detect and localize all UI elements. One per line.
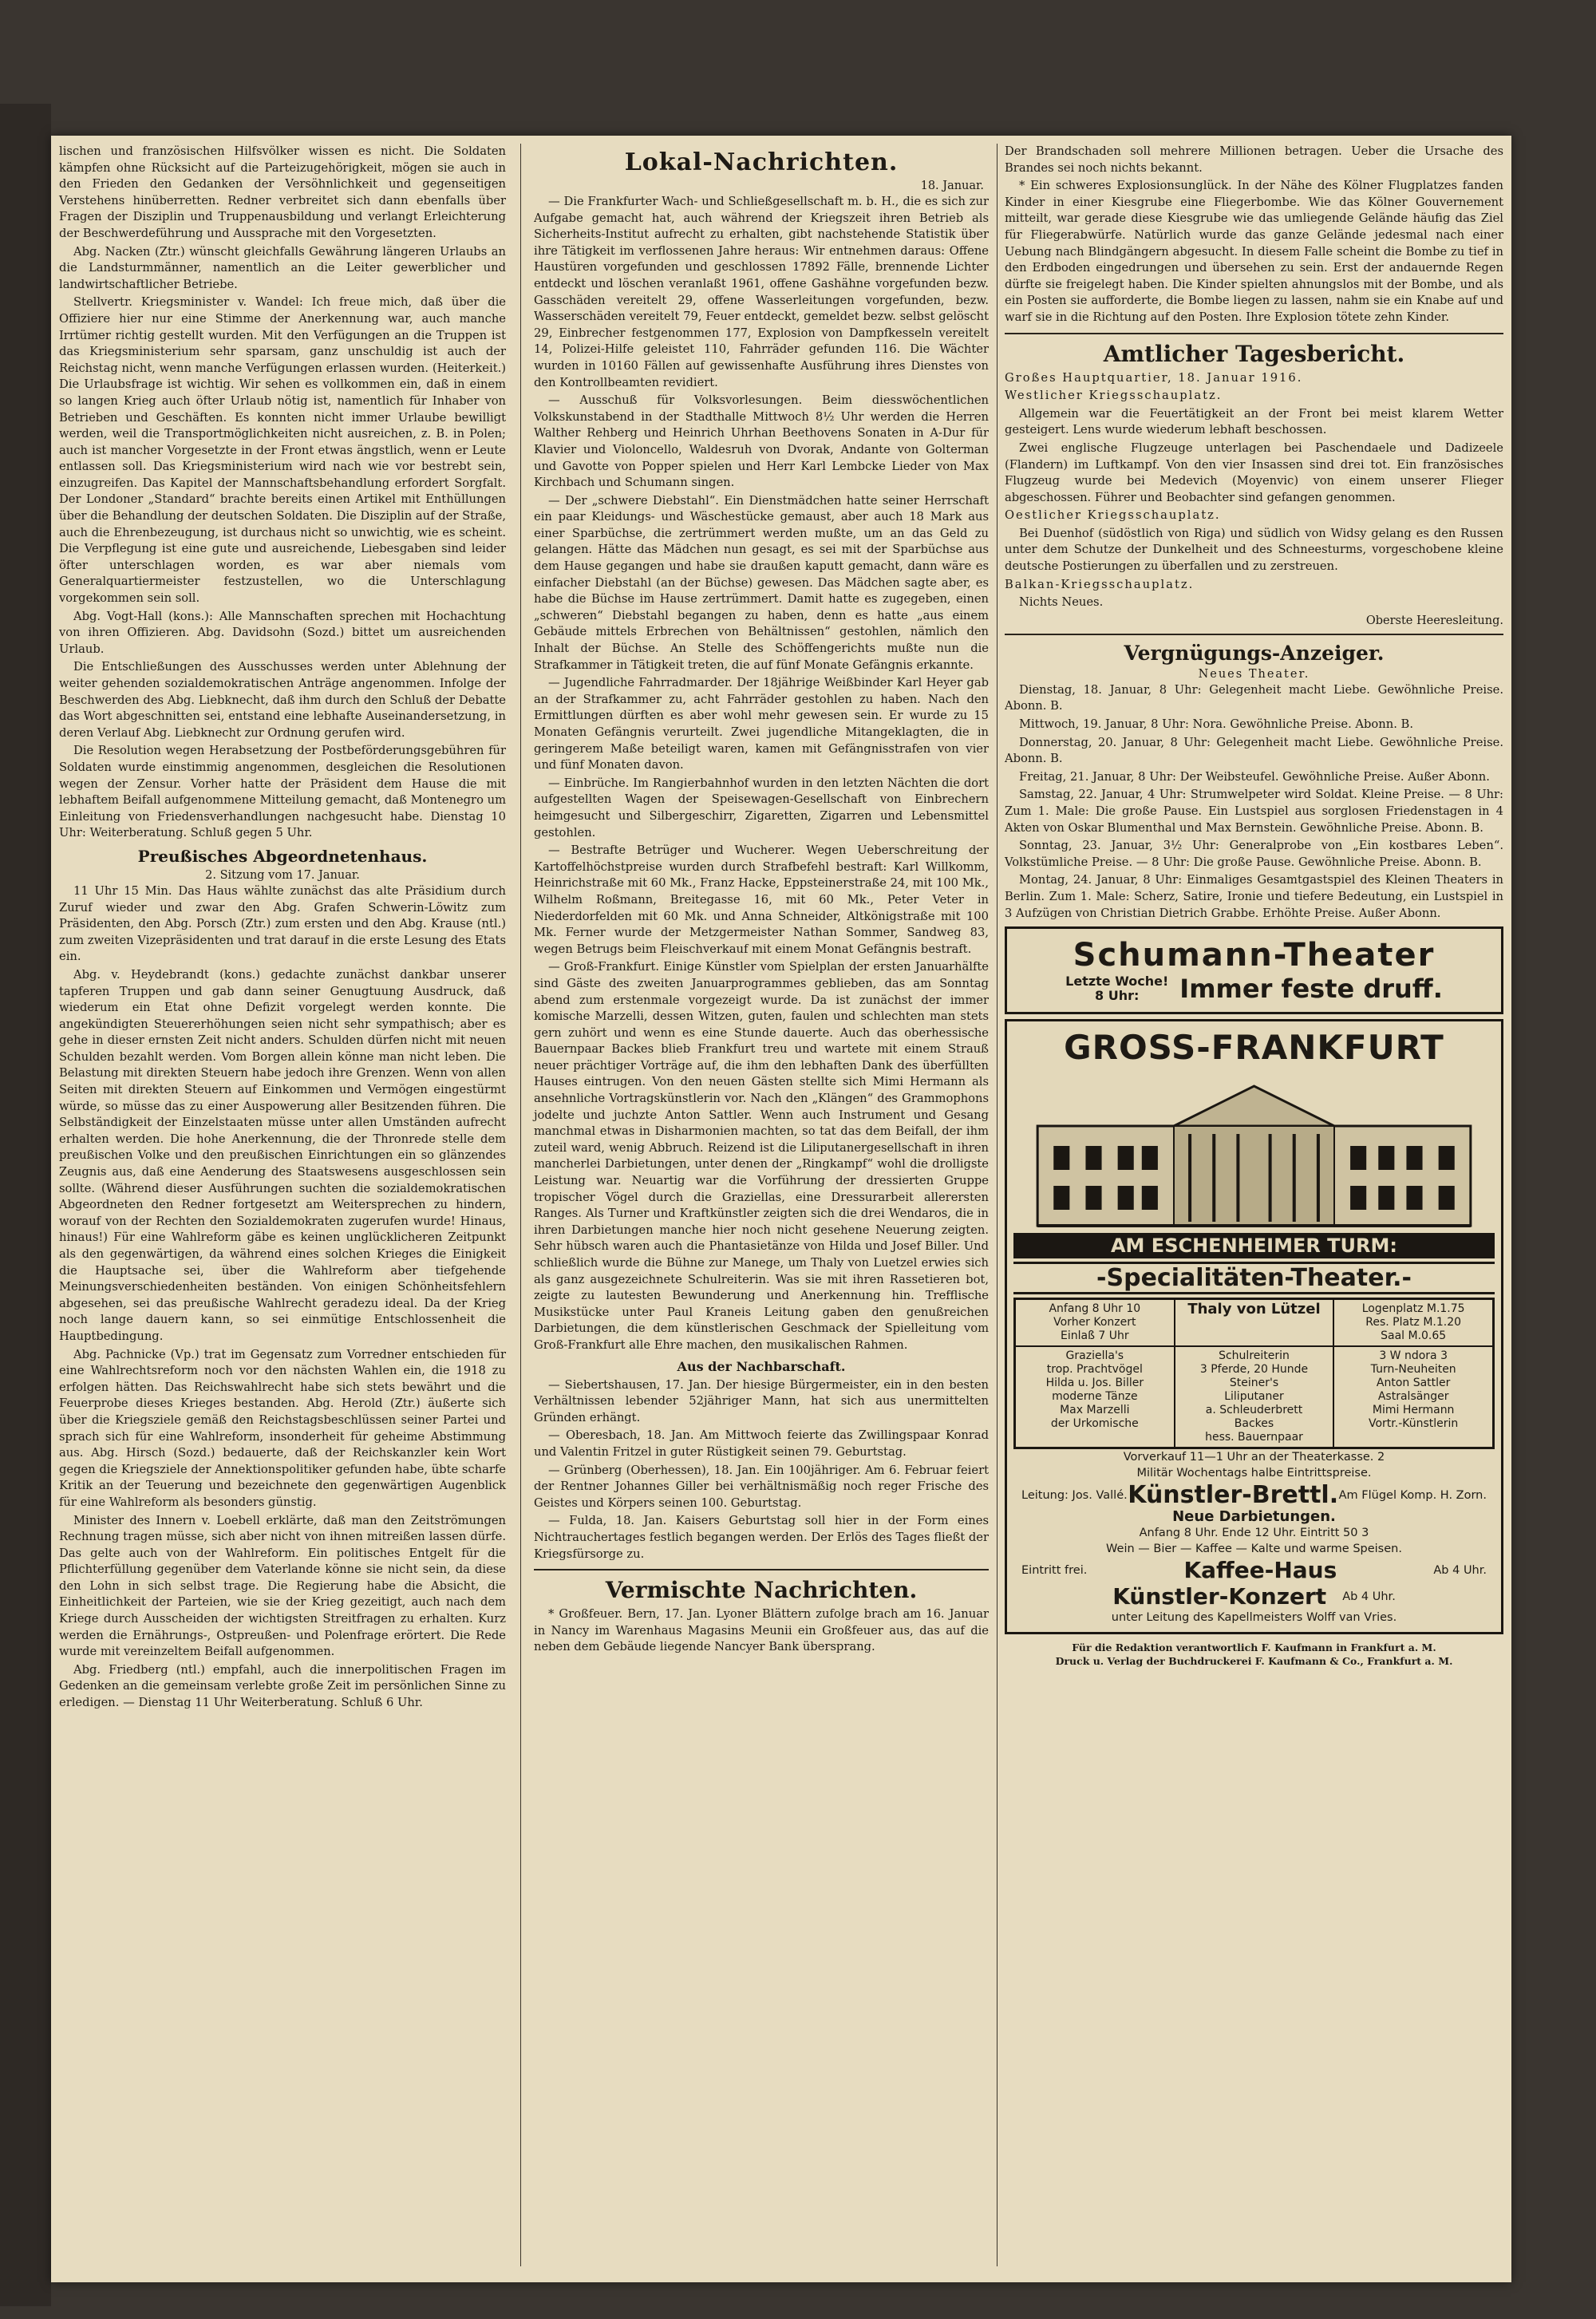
kaffee-row xyxy=(1013,1557,1495,1583)
listing: Montag, 24. Januar, 8 Uhr: Einmaliges Gesamtgastspiel des Kleinen Theaters in Berlin. Zum 1. Male: Scherz, Satire, Ironie und tiefere Bedeutung, ein Lustspiel in 3 Aufzügen von Christian Dietrich Grabbe. Erhöhte Preise. Außer Abonn. xyxy=(1005,873,1503,920)
paragraph: Allgemein war die Feuertätigkeit an der Front bei meist klarem Wetter gesteigert. Lens wurde wiederum lebhaft beschossen. xyxy=(1005,406,1503,437)
theater-of-war-east: Oestlicher Kriegsschauplatz. xyxy=(1005,508,1221,523)
ad-line: Militär Wochentags halbe Eintrittspreise. xyxy=(1136,1467,1372,1480)
theater-of-war-balkan: Balkan-Kriegsschauplatz. xyxy=(1005,577,1195,591)
paragraph: Der Brandschaden soll mehrere Millionen betragen. Ueber die Ursache des Brandes sei noch nichts bekannt. xyxy=(1005,144,1503,175)
ad-line: Eintritt frei. xyxy=(1021,1563,1088,1577)
ad-line: unter Leitung des Kapellmeisters Wolff van Vries. xyxy=(1111,1611,1397,1625)
paragraph: Stellvertr. Kriegsminister v. Wandel: Ich freue mich, daß über die Offiziere hier nur eine Stimme der Anerkennung war, auch manche Irrtümer richtig gestellt wurden. Mit den Verfügungen an die Truppen ist das Kriegsministerium sehr sparsam, ganz unschuldig ist auch der Reichstag nicht, wenn manche Verfügungen erlassen wurden. (Heiterkeit.) Die Urlaubsfrage ist wichtig. Wir sehen es vollkommen ein, daß in einem so langen Krieg auch öfter Urlaub nötig ist, namentlich für Inhaber von Betrieben und Geschäften. Es konnten nicht immer Urlaube bewilligt werden, weil die Transportmöglichkeiten nicht ausreichen, z. B. in Polen; auch ist mancher Vorgesetzte in der Front etwas ängstlich, wenn er Leute entlassen soll. Das Kriegsministerium wird nach wie vor bestrebt sein, einzugreifen. Das Kapitel der Mannschaftsbehandlung erfordert Sorgfalt. Der Londoner „Standard“ brachte bereits einen Artikel mit Enthüllungen über die Behandlung der deutschen Soldaten. Die Disziplin auf der Straße, auch die Ehrenbezeugung, ist durchaus nicht so unwichtig, wie es scheint. Die Verpflegung ist eine gute und ausreichende, Liebesgaben sind leider öfter unterschlagen worden, es war aber niemals vom Generalquartiermeister festzustellen, wo die Unterschlagung vorgekommen sein soll. xyxy=(59,295,506,606)
column-rule xyxy=(520,144,521,2266)
paragraph: Abg. Nacken (Ztr.) wünscht gleichfalls Gewährung längeren Urlaubs an die Landsturmmänner, namentlich an die Leiter gewerblicher und landwirtschaftlicher Betriebe. xyxy=(59,244,506,291)
ad-location-bar: AM ESCHENHEIMER TURM: xyxy=(1013,1233,1495,1258)
section-heading-nachbarschaft: Aus der Nachbarschaft. xyxy=(677,1358,846,1374)
newspaper-page xyxy=(51,136,1511,2282)
paragraph: — Ausschuß für Volksvorlesungen. Beim diesswöchentlichen Volkskunstabend in der Stadthalle Mittwoch 8½ Uhr werden die Herren Walther Rehberg und Heinrich Uhrhan Beethovens Sonaten in A-Dur für Klavier und Violoncello, Waldesruh von Dvorak, Andante von Golterman und Gavotte von Popper spielen und Herr Karl Lembcke Lieder von Max Kirchbach und Schumann singen. xyxy=(534,393,989,490)
schumann-theater-ad xyxy=(1005,926,1503,1014)
imprint xyxy=(1005,1641,1503,1668)
paragraph: Abg. Vogt-Hall (kons.): Alle Mannschaften sprechen mit Hochachtung von ihren Offizieren. Abg. Davidsohn (Sozd.) bittet um ausreichenden Urlaub. xyxy=(59,609,506,656)
ad-brettl-title: Künstler-Brettl. xyxy=(1128,1481,1339,1510)
section-heading-lokal-nachrichten: Lokal-Nachrichten. xyxy=(624,148,899,176)
paragraph: — Oberesbach, 18. Jan. Am Mittwoch feierte das Zwillingspaar Konrad und Valentin Fritzel in guter Rüstigkeit seinen 79. Geburtstag. xyxy=(534,1428,989,1459)
gross-frankfurt-ad xyxy=(1005,1019,1503,1634)
paragraph: Nichts Neues. xyxy=(1019,595,1104,610)
session-line: 2. Sitzung vom 17. Januar. xyxy=(205,868,360,882)
listing: Sonntag, 23. Januar, 3½ Uhr: Generalprobe von „Ein kostbares Leben“. Volkstümliche Preise. — 8 Uhr: Die große Pause. Gewöhnliche Preise. Abonn. B. xyxy=(1005,839,1503,869)
ad-line: Leitung: Jos. Vallé. xyxy=(1021,1488,1128,1502)
paragraph: * Großfeuer. Bern, 17. Jan. Lyoner Blättern zufolge brach am 16. Januar in Nancy im Warenhaus Magasins Meunii ein Großfeuer aus, das auf die neben dem Gebäude liegende Nancyer Bank übersprang. xyxy=(534,1607,989,1654)
paragraph: Abg. Friedberg (ntl.) empfahl, auch die innerpolitischen Fragen im Gedenken an die gemeinsam verlebte große Zeit im persönlichen Sinne zu erledigen. — Dienstag 11 Uhr Weiterberatung. Schluß 6 Uhr. xyxy=(59,1662,506,1710)
ad-slogan: Immer feste druff. xyxy=(1179,974,1443,1005)
paragraph: — Jugendliche Fahrradmarder. Der 18jährige Weißbinder Karl Heyer gab an der Strafkammer zu, acht Fahrräder gestohlen zu haben. Nach den Ermittlungen dürften es aber wohl mehr gewesen sein. Er wurde zu 15 Monaten Gefängnis verurteilt. Zwei jugendliche Mitangeklagten, die in geringerem Maße beteiligt waren, kamen mit Gefängnisstrafen von vier und fünf Monaten davon. xyxy=(534,676,989,772)
program-cell: Anfang 8 Uhr 10 Vorher Konzert Einlaß 7 Uhr xyxy=(1015,1299,1175,1346)
paragraph: Minister des Innern v. Loebell erklärte, daß man den Zeitströmungen Rechnung tragen müsse, sich aber nicht von ihnen mitreißen lassen dürfe. Das gelte auch von der Wahlreform. Ein politisches Entgelt für die Pflichterfüllung gegenüber dem Vaterlande könne sie nicht sein, da diese den Lohn in sich selbst trage. Die Regierung habe die Absicht, die Einheitlichkeit der Parteien, wie sie der Krieg gezeitigt, auch nach dem Kriege durch Ausscheiden der wichtigsten Streitfragen zu erhalten. Kurz werden die Ernährungs-, Ostpreußen- und Polenfrage erörtert. Die Rede wurde mit vereinzeltem Beifall aufgenommen. xyxy=(59,1513,506,1659)
ad-line: Ab 4 Uhr. xyxy=(1342,1590,1396,1603)
paragraph: — Fulda, 18. Jan. Kaisers Geburtstag soll hier in der Form eines Nichtrauchertages festlich begangen werden. Der Erlös des Tages fließt der Kriegsfürsorge zu. xyxy=(534,1514,989,1561)
signature: Oberste Heeresleitung. xyxy=(1365,614,1503,627)
section-heading-vergnuegungs-anzeiger: Vergnügungs-Anzeiger. xyxy=(1124,641,1385,665)
column-1 xyxy=(59,144,506,1713)
ad-subtitle-line: Letzte Woche! xyxy=(1065,974,1169,990)
listing: Samstag, 22. Januar, 4 Uhr: Strumwelpeter wird Soldat. Kleine Preise. — 8 Uhr: Zum 1. Male: Die große Pause. Ein Lustspiel aus sorglosen Friedenstagen in 4 Akten von Oskar Blumenthal und Max Bernstein. Gewöhnliche Preise. Abonn. B. xyxy=(1005,788,1503,835)
paragraph: — Einbrüche. Im Rangierbahnhof wurden in den letzten Nächten die dort aufgestellten Wagen der Speisewagen-Gesellschaft von Einbrechern heimgesucht und Silbergeschirr, Zigaretten, Zigarren und Lebensmittel gestohlen. xyxy=(534,776,989,840)
listing: Mittwoch, 19. Januar, 8 Uhr: Nora. Gewöhnliche Preise. Abonn. B. xyxy=(1019,717,1413,732)
paragraph: — Siebertshausen, 17. Jan. Der hiesige Bürgermeister, ein in den besten Verhältnissen lebender 52jähriger Mann, hat sich aus unermittelten Gründen erhängt. xyxy=(534,1377,989,1424)
column-2 xyxy=(534,144,989,1657)
headquarters-line: Großes Hauptquartier, 18. Januar 1916. xyxy=(1005,370,1303,385)
program-cell: Logenplatz M.1.75 Res. Platz M.1.20 Saal M.0.65 xyxy=(1333,1299,1493,1346)
dateline: 18. Januar. xyxy=(920,180,984,192)
program-cell: Schulreiterin 3 Pferde, 20 Hunde Steiner's Liliputaner a. Schleuderbrett Backes hess. Bauernpaar xyxy=(1175,1346,1334,1448)
paragraph: 11 Uhr 15 Min. Das Haus wählte zunächst das alte Präsidium durch Zuruf wieder und zwar den Abg. Grafen Schwerin-Löwitz zum Präsidenten, den Abg. Porsch (Ztr.) zum ersten und den Abg. Krause (ntl.) zum zweiten Vizepräsidenten und trat darauf in die erste Lesung des Etats ein. xyxy=(59,883,506,964)
paragraph: Bei Duenhof (südöstlich von Riga) und südlich von Widsy gelang es den Russen unter dem Schutze der Dunkelheit und des Schneesturms, vorgeschobene kleine deutsche Postierungen zu überfallen und zu zerstreuen. xyxy=(1005,526,1503,574)
ad-konzert-title: Künstler-Konzert xyxy=(1112,1583,1327,1610)
ad-line: Anfang 8 Uhr. Ende 12 Uhr. Eintritt 50 3 xyxy=(1139,1527,1369,1540)
ad-title: Schumann-Theater xyxy=(1073,937,1436,974)
ad-line: Vorverkauf 11—1 Uhr an der Theaterkasse. 2 xyxy=(1123,1451,1385,1464)
program-cell: Graziella's trop. Prachtvögel Hilda u. Jos. Biller moderne Tänze Max Marzelli der Urkomische xyxy=(1015,1346,1175,1448)
paragraph: — Der „schwere Diebstahl“. Ein Dienstmädchen hatte seiner Herrschaft ein paar Kleidungs- und Wäschestücke gemaust, aber auch 18 Mark aus einer Sparbüchse, die zertrümmert werden mußte, um an das Geld zu gelangen. Hätte das Mädchen nun gesagt, es sei mit der Sparbüchse aus dem Hause gegangen und habe sie draußen kaputt gemacht, dann wäre es einfacher Diebstahl (an der Büchse) gewesen. Das Mädchen sagte aber, es habe die Büchse im Hause zertrümmert. Damit hatte es zugegeben, einen „schweren“ Diebstahl begangen zu haben, denn es hatte „aus einem Gebäude mittels Erbrechen von Behältnissen“ gestohlen, nämlich den Inhalt der Büchse. An Stelle des Schöffengerichts mußte nun die Strafkammer in Tätigkeit treten, die auf fünf Monate Gefängnis erkannte. xyxy=(534,493,989,672)
ad-line: Wein — Bier — Kaffee — Kalte und warme Speisen. xyxy=(1106,1543,1402,1556)
ad-specialty-heading: -Specialitäten-Theater.- xyxy=(1013,1262,1495,1294)
konzert-row xyxy=(1013,1583,1495,1610)
section-heading-amtlicher-tagesbericht: Amtlicher Tagesbericht. xyxy=(1103,340,1405,367)
ad-title: GROSS-FRANKFURT xyxy=(1064,1028,1444,1068)
program-cell: 3 W ndora 3 Turn-Neuheiten Anton Sattler Astralsänger Mimi Hermann Vortr.-Künstlerin xyxy=(1333,1346,1493,1448)
ad-subtitle-line: 8 Uhr: xyxy=(1095,988,1140,1004)
listing: Freitag, 21. Januar, 8 Uhr: Der Weibsteufel. Gewöhnliche Preise. Außer Abonn. xyxy=(1019,769,1490,784)
paragraph: Die Entschließungen des Ausschusses werden unter Ablehnung der weiter gehenden sozialdemokratischen Anträge angenommen. Infolge der Beschwerden des Abg. Liebknecht, daß ihm durch den Schluß der Debatte das Wort abgeschnitten sei, entstand eine lebhafte Auseinandersetzung, in deren Verlauf Abg. Liebknecht zur Ordnung gerufen wird. xyxy=(59,660,506,740)
paragraph: — Bestrafte Betrüger und Wucherer. Wegen Ueberschreitung der Kartoffelhöchstpreise wurden durch Strafbefehl bestraft: Karl Willkomm, Heinrichstraße mit 60 Mk., Franz Hacke, Eppsteinerstraße 24, mit 100 Mk., Wilhelm Roßmann, Breitegasse 16, mit 60 Mk., Peter Veter in Niederdorfelden mit 60 Mk. und Anna Schneider, Altkönigstraße mit 100 Mk. Ferner wurde der Metzgermeister Nathan Sommer, Sandweg 83, wegen Betrugs beim Fleischverkauf mit einem Monat Gefängnis bestraft. xyxy=(534,843,989,956)
paragraph: * Ein schweres Explosionsunglück. In der Nähe des Kölner Flugplatzes fanden Kinder in einer Kiesgrube eine Fliegerbombe. Wie das Kölner Gouvernement mitteilt, war gerade diese Kiesgrube wie das umliegende Gelände häufig das Ziel für Fliegerabwürfe. Natürlich wurde das ganze Gelände jedesmal nach einer Uebung nach Blindgängern abgesucht. In diesem Falle scheint die Bombe zu tief in den Erdboden eingedrungen und übersehen zu sein. Erst der andauernde Regen dürfte sie freigelegt haben. Die Kinder spielten ahnungslos mit der Bombe, und als ein Posten sie aufforderte, die Bombe liegen zu lassen, nahm sie ein Knabe auf und warf sie in die Richtung auf den Posten. Ihre Explosion tötete zehn Kinder. xyxy=(1005,179,1503,324)
ad-line: Ab 4 Uhr. xyxy=(1433,1563,1487,1577)
column-rule xyxy=(997,144,998,2266)
theater-building-illustration xyxy=(1013,1070,1495,1230)
imprint-line: Für die Redaktion verantwortlich F. Kaufmann in Frankfurt a. M. xyxy=(1072,1641,1436,1654)
ad-row xyxy=(1065,974,1443,1004)
paragraph: Zwei englische Flugzeuge unterlagen bei Paschendaele und Dadizeele (Flandern) im Luftkampf. Von den vier Insassen sind drei tot. Ein französisches Flugzeug wurde bei Medevich (Moyenvic) von einem unserer Flieger abgeschossen. Führer und Beobachter sind gefangen genommen. xyxy=(1005,440,1503,504)
column-3 xyxy=(1005,144,1503,1668)
paragraph: lischen und französischen Hilfsvölker wissen es nicht. Die Soldaten kämpfen ohne Rücksicht auf die Parteizugehörigkeit, mögen sie auch in den Frieden den Gedanken der Versöhnlichkeit und gegenseitigen Verstehens hinüberretten. Redner verbreitet sich dann ebenfalls über Fragen der Disziplin und Truppenausbildung und verlangt Erleichterung der Beschwerdeführung und Aussprache mit den Vorgesetzten. xyxy=(59,144,506,240)
paragraph: Die Resolution wegen Herabsetzung der Postbeförderungsgebühren für Soldaten wurde einstimmig angenommen, desgleichen die Resolutionen wegen der Zensur. Vorher hatte der Präsident dem Hause die mit lebhaftem Beifall aufgenommene Mitteilung gemacht, daß Montenegro um Einleitung von Friedensverhandlungen nachgesucht habe. Dienstag 10 Uhr: Weiterberatung. Schluß gegen 5 Uhr. xyxy=(59,744,506,840)
paragraph: — Groß-Frankfurt. Einige Künstler vom Spielplan der ersten Januarhälfte sind Gäste des zweiten Januarprogrammes geblieben, das am Sonntag abend zum erstenmale vorgezeigt wurde. Da ist zunächst der immer komische Marzelli, dessen Witzen, guten, faulen und schlechten man stets gern zuhört und wenn es eine Stunde dauerte. Auch das oberhessische Bauernpaar Backes blieb Frankfurt treu und wartete mit einem Strauß neuer prächtiger Vorträge auf, die ihm den lebhaften Dank des überfüllten Hauses eintrugen. Von den neuen Gästen stellte sich Mimi Hermann als ansehnliche Vortragskünstlerin vor. Nach den „Klängen“ des Grammophons jodelte und juchzte Anton Sattler. Wenn auch Instrument und Gesang manchmal etwas in Disharmonien machten, so tat das dem Beifall, der ihm zuteil ward, wenig Abbruch. Reizend ist die Liliputanergesellschaft in ihren mancherlei Darbietungen, unter denen der „Ringkampf“ wohl die drolligste Leistung war. Neuartig war die Vorführung der dressierten Gruppe tropischer Vögel durch die Graziellas, eine Dressurarbeit allerersten Ranges. Als Turner und Kraftkünstler zeigten sich die drei Wendaros, die in ihren Darbietungen manche hier noch nicht gesehene Neuerung zeigten. Sehr hübsch waren auch die Phantasietänze von Hilda und Josef Biller. Und schließlich wurde die Bühne zur Manege, um Thaly von Luetzel erwies sich als ganz ausgezeichnete Schulreiterin. Was sie mit ihren Rassetieren bot, zeigte zu lautesten Bewunderung und Anerkennung hin. Trefflische Musikstücke unter Paul Kraneis Leitung gaben den genußreichen Darbietungen, die dem künstlerischen Geschmack der Spielleitung vom Groß-Frankfurt alle Ehre machen, den musikalischen Rahmen. xyxy=(534,960,989,1352)
theater-of-war-west: Westlicher Kriegsschauplatz. xyxy=(1005,389,1223,403)
paragraph: Abg. v. Heydebrandt (kons.) gedachte zunächst dankbar unserer tapferen Truppen und gab dann seiner Genugtuung Ausdruck, daß wiederum ein Etat ohne Defizit vorgelegt werden konnte. Die angekündigten Steuererhöhungen seien nicht sehr sympathisch; aber es gehe in dieser ernsten Zeit nicht anders. Schulden dürfen nicht mit neuen Schulden bezahlt werden. Vom Borgen allein könne man nicht leben. Die Belastung mit direkten Steuern habe jedoch ihre Grenzen. Wenn von allen Seiten mit direkten Steuern auf Einkommen und Vermögen eingestürmt würde, so müsse das zu einer Auspowerung aller Besitzenden führen. Die Selbständigkeit der Einzelstaaten müsse unter allen Umständen aufrecht erhalten werden. Die hohe Anerkennung, die der Thronrede stelle dem preußischen Volke und den preußischen Einrichtungen ein so glänzendes Zeugnis aus, daß eine Aenderung des Staatswesens ausgeschlossen sein sollte. (Während dieser Ausführungen suchten die sozialdemokratischen Abgeordneten den Redner fortgesetzt am Weitersprechen zu hindern, worauf von der Rechten den Sozialdemokraten zugerufen wurde! Hinaus, hinaus!) Für eine Wahlreform gäbe es keinen unglücklicheren Zeitpunkt als den gegenwärtigen, da während eines solchen Krieges die Einigkeit die Hauptsache sei, über die Wahlreform aber tiefgehende Meinungsverschiedenheiten beständen. Von einigen Schönheitsfehlern abgesehen, sei das preußische Wahlrecht geradezu ideal. Da der Krieg noch lange dauern kann, so sei einmütige Entschlossenheit die Hauptbedingung. xyxy=(59,967,506,1343)
program-cell: Thaly von Lützel xyxy=(1175,1299,1334,1346)
paragraph: Abg. Pachnicke (Vp.) trat im Gegensatz zum Vorredner entschieden für eine Wahlrechtsreform noch vor den nächsten Wahlen ein, die 1918 zu erfolgen hätten. Das Reichswahlrecht habe sich stets bewährt und die Feuerprobe dieses Krieges bestanden. Abg. Herold (Ztr.) äußerte sich über die Kriegsziele gemäß den Reichstagsbeschlüssen seiner Partei und sprach sich für eine Wahlreform, insonderheit für geheime Abstimmung aus. Abg. Hirsch (Sozd.) bedauerte, daß der Reichskanzler kein Wort gegen die Kriegsziele der Annektionspolitiker gefunden habe, übte scharfe Kritik an der Teuerung und bezeichnete den gegenwärtigen Augenblick für eine Wahlreform als besonders günstig. xyxy=(59,1347,506,1509)
ad-line: Neue Darbietungen. xyxy=(1172,1508,1336,1526)
listing: Donnerstag, 20. Januar, 8 Uhr: Gelegenheit macht Liebe. Gewöhnliche Preise. Abonn. B. xyxy=(1005,735,1503,766)
listing: Dienstag, 18. Januar, 8 Uhr: Gelegenheit macht Liebe. Gewöhnliche Preise. Abonn. B. xyxy=(1005,682,1503,713)
paragraph: — Die Frankfurter Wach- und Schließgesellschaft m. b. H., die es sich zur Aufgabe gemacht hat, auch während der Kriegszeit ihren Betrieb als Sicherheits-Institut aufrecht zu erhalten, gibt nachstehende Statistik über ihre Tätigkeit im verflossenen Jahre heraus: Wir entnehmen daraus: Offene Haustüren vorgefunden und geschlossen 17892 Fälle, brennende Lichter entdeckt und löschen veranlaßt 1961, offene Gashähne vorgefunden bezw. Gasschäden vereitelt 29, offene Wasserleitungen vorgefunden, bezw. Wasserschäden vereitelt 79, Feuer entdeckt, gemeldet bezw. selbst gelöscht 29, Einbrecher festgenommen 177, Explosion von Dampfkesseln vereitelt 14, Polizei-Hilfe geleistet 110, Fahrräder gefunden 116. Die Wächter wurden in 10160 Fällen auf gewissenhafte Ausführung ihres Dienstes von den Kontrollbeamten revidiert. xyxy=(534,195,989,389)
paragraph: — Grünberg (Oberhessen), 18. Jan. Ein 100jähriger. Am 6. Februar feiert der Rentner Johannes Giller bei verhältnismäßig noch reger Frische des Geistes und Körpers seinen 100. Geburtstag. xyxy=(534,1463,989,1510)
imprint-line: Druck u. Verlag der Buchdruckerei F. Kaufmann & Co., Frankfurt a. M. xyxy=(1055,1655,1453,1668)
theater-name: Neues Theater. xyxy=(1198,667,1310,681)
binding-edge xyxy=(0,104,51,2306)
section-heading-vermischte-nachrichten: Vermischte Nachrichten. xyxy=(605,1577,918,1604)
section-heading-preussisches-abgeordnetenhaus: Preußisches Abgeordnetenhaus. xyxy=(137,846,428,866)
ad-subtitle xyxy=(1065,974,1168,1003)
brettl-row xyxy=(1013,1481,1495,1509)
program-grid xyxy=(1013,1298,1495,1449)
divider xyxy=(1005,333,1503,334)
divider xyxy=(1005,634,1503,635)
ad-line: Am Flügel Komp. H. Zorn. xyxy=(1338,1488,1487,1502)
divider xyxy=(534,1569,989,1570)
ad-kaffee-title: Kaffee-Haus xyxy=(1183,1557,1337,1584)
